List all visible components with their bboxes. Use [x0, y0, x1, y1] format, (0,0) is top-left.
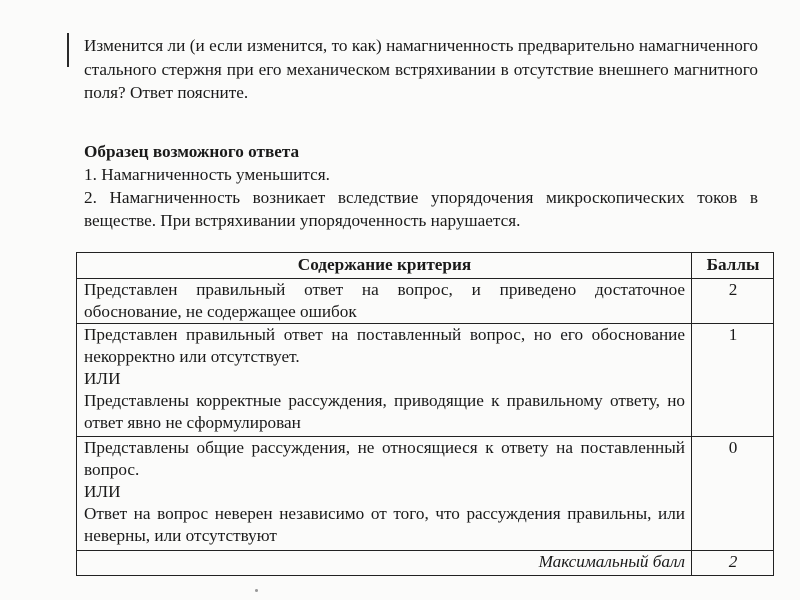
- or-separator: ИЛИ: [84, 482, 121, 501]
- criterion-text: Представлен правильный ответ на вопрос, и приведено достаточное обоснование, не содержащее ошибок: [84, 280, 685, 321]
- sample-answer-title: Образец возможного ответа: [84, 142, 300, 161]
- max-score-row: [77, 551, 774, 576]
- criteria-header-row: [77, 253, 774, 279]
- or-separator: ИЛИ: [84, 369, 121, 388]
- sample-answer: [84, 140, 758, 232]
- criterion-text: Представлен правильный ответ на поставленный вопрос, но его обоснование некорректно или отсутствует.: [84, 325, 685, 366]
- score-cell: 0: [692, 437, 774, 551]
- score-header: Баллы: [692, 253, 774, 279]
- scan-speck: [255, 589, 258, 592]
- question-text: Изменится ли (и если изменится, то как) намагниченность предварительно намагниченного стального стержня при его механическом встряхивании в отсутствие внешнего магнитного поля? Ответ поясните.: [84, 36, 758, 102]
- criterion-cell: [77, 437, 692, 551]
- score-cell: 2: [692, 279, 774, 324]
- criterion-header: Содержание критерия: [77, 253, 692, 279]
- answer-line-1: 1. Намагниченность уменьшится.: [84, 165, 330, 184]
- criterion-text: Ответ на вопрос неверен независимо от того, что рассуждения правильны, или неверны, или отсутствуют: [84, 504, 685, 545]
- max-score-label: Максимальный балл: [77, 551, 692, 576]
- answer-line-2: 2. Намагниченность возникает вследствие упорядочения микроскопических токов в веществе. При встряхивании упорядоченность нарушается.: [84, 188, 758, 230]
- criterion-cell: [77, 324, 692, 437]
- criteria-row: [77, 279, 774, 324]
- criteria-table: [76, 252, 774, 576]
- criterion-cell: [77, 279, 692, 324]
- criteria-row: [77, 437, 774, 551]
- margin-mark: [67, 33, 69, 67]
- criterion-text: Представлены общие рассуждения, не относящиеся к ответу на поставленный вопрос.: [84, 438, 685, 479]
- score-cell: 1: [692, 324, 774, 437]
- criteria-row: [77, 324, 774, 437]
- max-score-value: 2: [692, 551, 774, 576]
- criterion-text: Представлены корректные рассуждения, приводящие к правильному ответу, но ответ явно не сформулирован: [84, 391, 685, 432]
